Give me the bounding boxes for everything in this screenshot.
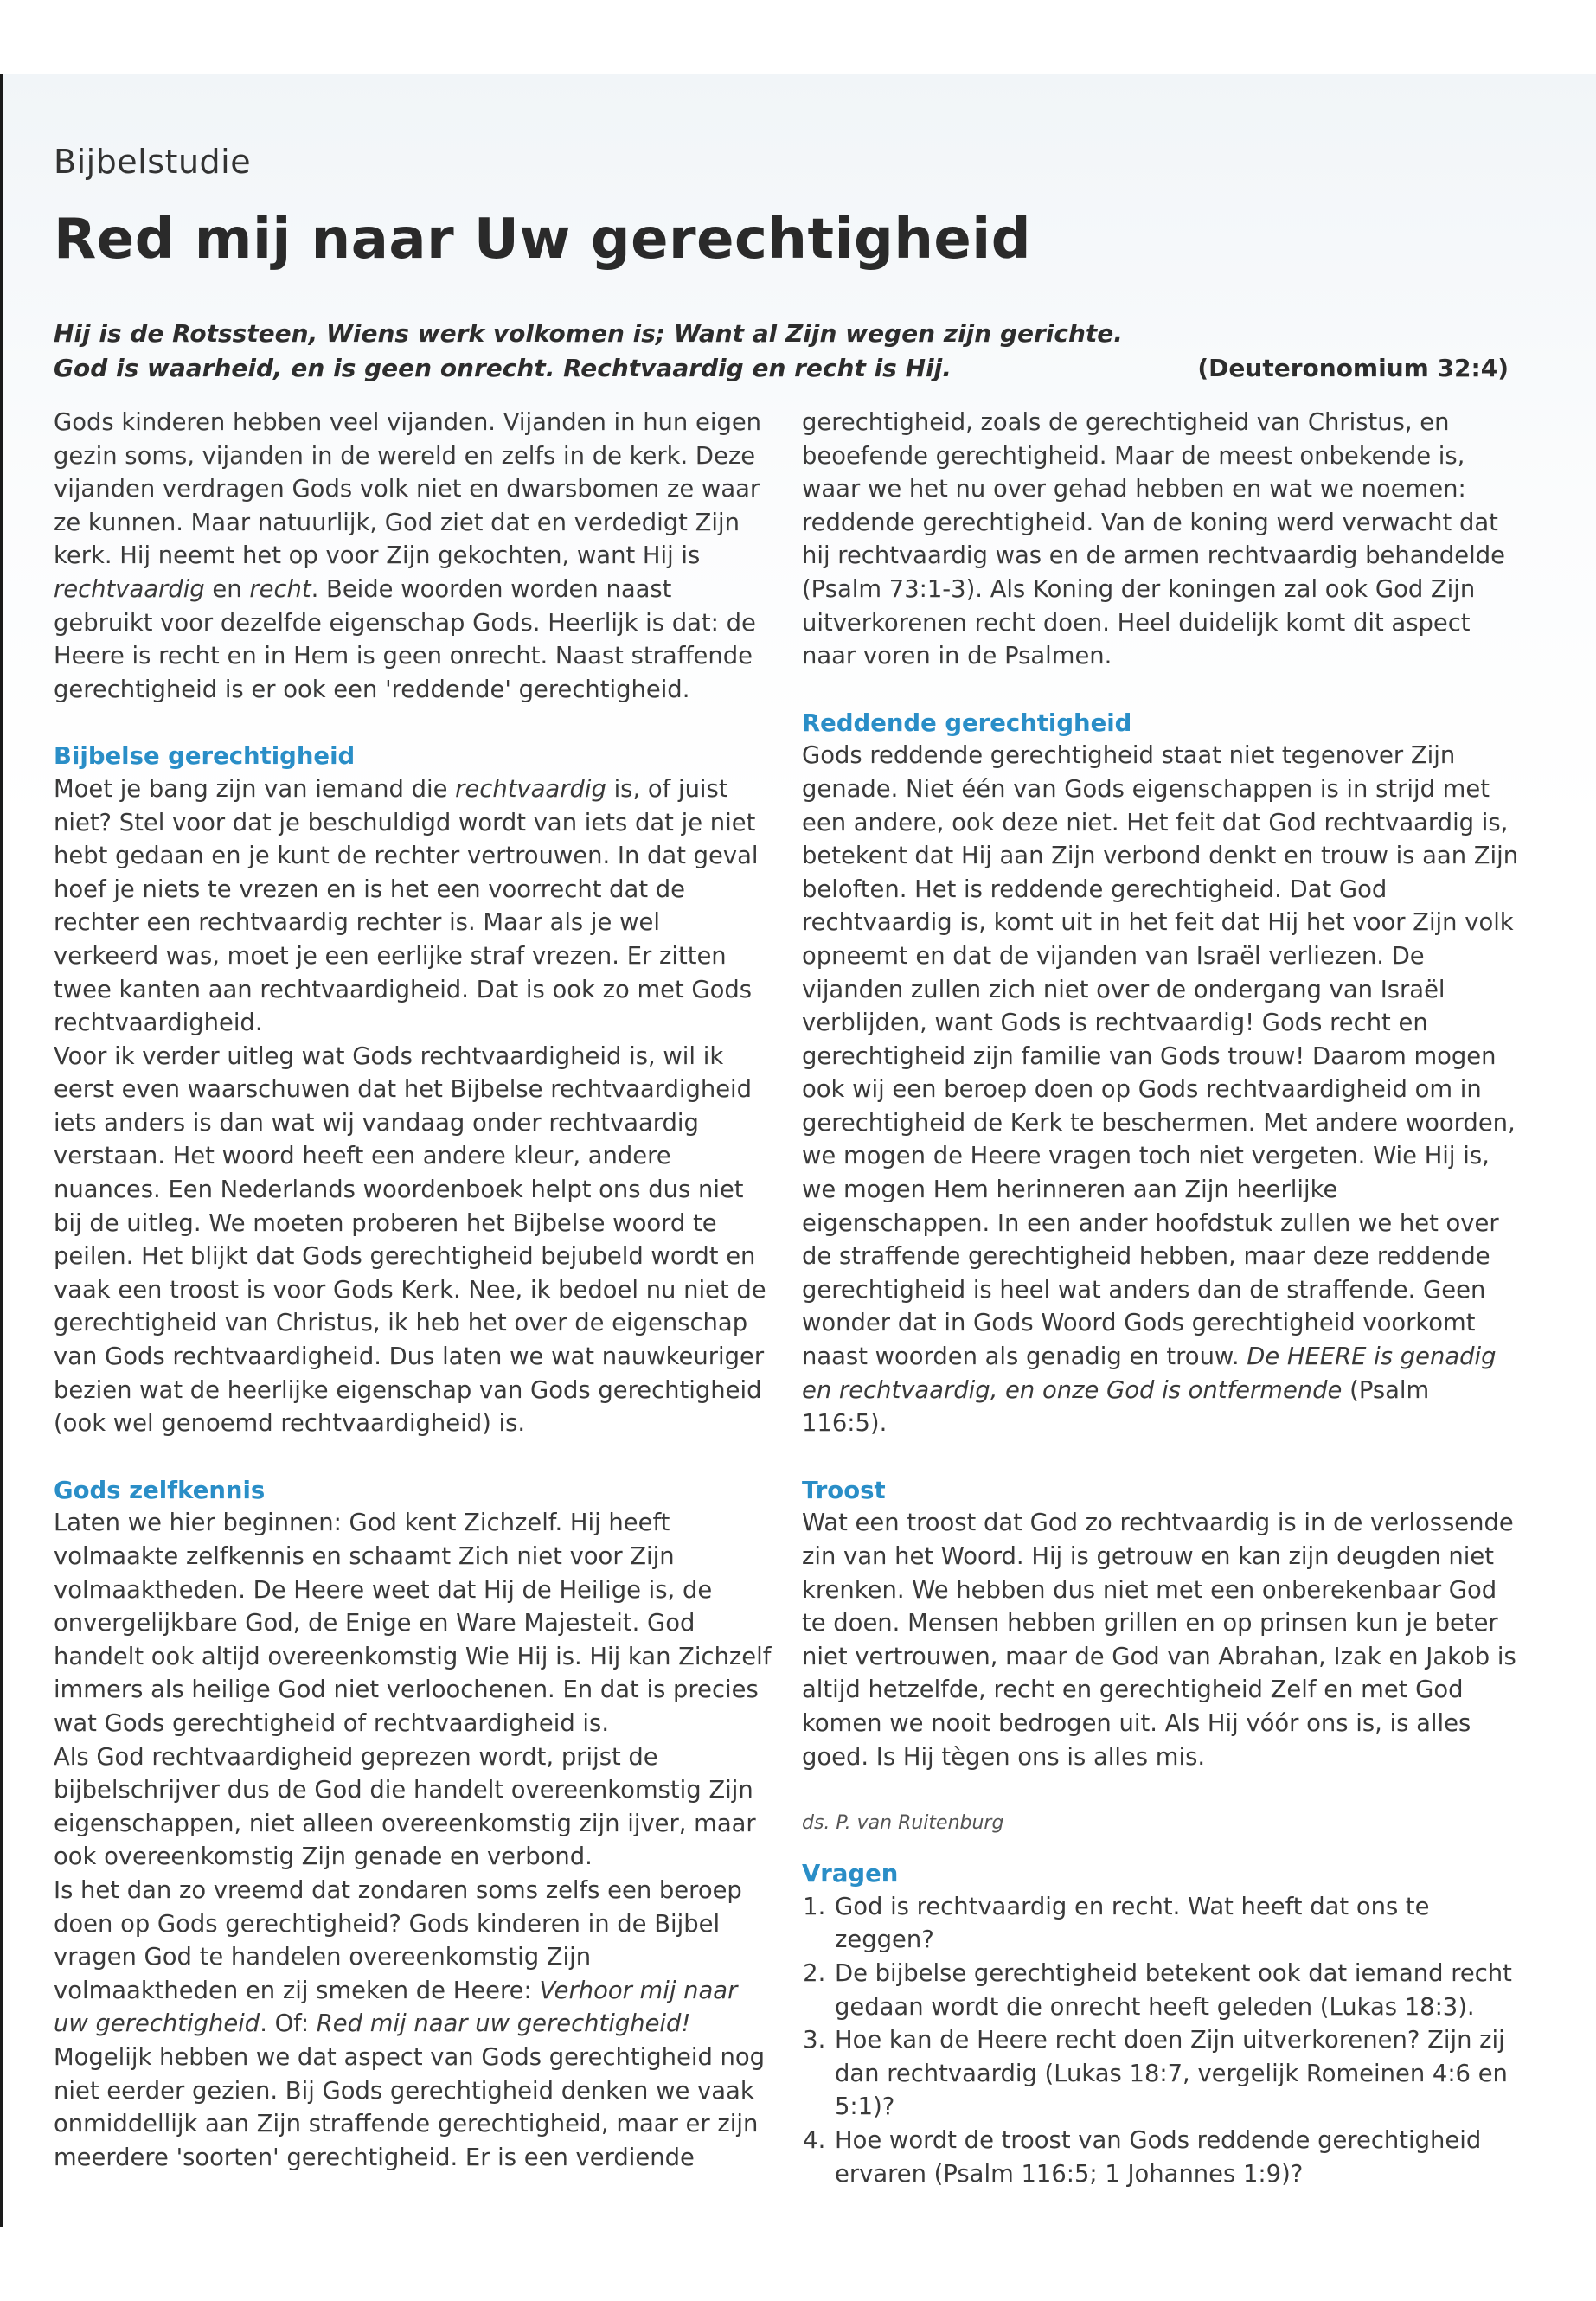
page-edge-rule (0, 74, 3, 2227)
author-signature: ds. P. van Ruitenburg (802, 1812, 1004, 1835)
paragraph: Als God rechtvaardigheid geprezen wordt, prijst de bijbelschrijver dus de God die handelt overeenkomstig Zijn eigenschappen, niet alleen overeenkomstig zijn ijver, maar ook overeenkomstig Zijn genade en verbond. (54, 1743, 756, 1871)
section-label: Bijbelstudie (54, 143, 252, 181)
paragraph: Voor ik verder uitleg wat Gods rechtvaardigheid is, wil ik eerst even waarschuwen dat het Bijbelse rechtvaardigheid iets anders is dan wat wij vandaag onder rechtvaardig verstaan. Het woord heeft een andere kleur, andere nuances. Een Nederlands woordenboek helpt ons dus niet bij de uitleg. We moeten proberen het Bijbelse woord te peilen. Het blijkt dat Gods gerechtigheid bejubeld wordt en vaak een troost is voor Gods Kerk. Nee, ik bedoel nu niet de gerechtigheid van Christus, ik heb het over de eigenschap van Gods rechtvaardigheid. Dus laten we wat nauwkeuriger bezien wat de heerlijke eigenschap van Gods gerechtigheid (ook wel genoemd rechtvaardigheid) is. (54, 1042, 766, 1438)
intro-line-1: Hij is de Rotssteen, Wiens werk volkomen is; Want al Zijn wegen zijn gerichte. (54, 319, 1123, 348)
right-column (802, 407, 1520, 2191)
intro-reference: (Deuteronomium 32:4) (1197, 354, 1509, 382)
paragraph: Is het dan zo vreemd dat zondaren soms zelfs een beroep doen op Gods gerechtigheid? Gods kinderen in de Bijbel vragen God te handelen overeenkomstig Zijn volmaaktheden en zij smeken de Heere: Verhoor mij naar uw gerechtigheid. Of: Red mij naar uw gerechtigheid! Mogelijk hebben we dat aspect van Gods gerechtigheid nog niet eerder gezien. Bij Gods gerechtigheid denken we vaak onmiddellijk aan Zijn straffende gerechtigheid, maar er zijn meerdere 'soorten' gerechtigheid. Er is een verdiende (54, 1876, 766, 2171)
paragraph: Wat een troost dat God zo rechtvaardig is in de verlossende zin van het Woord. Hij is getrouw en kan zijn deugden niet krenken. We hebben dus niet met een onberekenbaar God te doen. Mensen hebben grillen en op prinsen kun je beter niet vertrouwen, maar de God van Abrahan, Izak en Jakob is altijd hetzelfde, recht en gerechtigheid Zelf en met God komen we nooit bedrogen uit. Als Hij vóór ons is, is alles goed. Is Hij tègen ons is alles mis. (802, 1509, 1516, 1771)
questions-list (802, 1891, 1520, 2191)
subheading-vragen: Vragen (802, 1860, 899, 1888)
paragraph: Gods kinderen hebben veel vijanden. Vijanden in hun eigen gezin soms, vijanden in de wereld en zelfs in de kerk. Deze vijanden verdragen Gods volk niet en dwarsbomen ze waar ze kunnen. Maar natuurlijk, God ziet dat en verdedigt Zijn kerk. Hij neemt het op voor Zijn gekochten, want Hij is rechtvaardig en recht. Beide woorden worden naast gebruikt voor dezelfde eigenschap Gods. Heerlijk is dat: de Heere is recht en in Hem is geen onrecht. Naast straffende gerechtigheid is er ook een 'reddende' gerechtigheid. (54, 409, 762, 703)
subheading-troost: Troost (802, 1476, 886, 1504)
article-title: Red mij naar Uw gerechtigheid (54, 208, 1032, 272)
subheading-gods-zelfkennis: Gods zelfkennis (54, 1476, 266, 1504)
subheading-bijbelse-gerechtigheid: Bijbelse gerechtigheid (54, 742, 356, 771)
paragraph: Laten we hier beginnen: God kent Zichzelf. Hij heeft volmaakte zelfkennis en schaamt Zich niet voor Zijn volmaaktheden. De Heere weet dat Hij de Heilige is, de onvergelijkbare God, de Enige en Ware Majesteit. God handelt ook altijd overeenkomstig Wie Hij is. Hij kan Zichzelf immers als heilige God niet verloochenen. En dat is precies wat Gods gerechtigheid of rechtvaardigheid is. (54, 1509, 772, 1737)
subheading-reddende-gerechtigheid: Reddende gerechtigheid (802, 708, 1132, 737)
left-column (54, 407, 772, 2175)
intro-quote (54, 317, 1509, 386)
question-item: 1. God is rechtvaardig en recht. Wat heeft dat ons te zeggen? (833, 1891, 1520, 1958)
paragraph: Moet je bang zijn van iemand die rechtvaardig is, of juist niet? Stel voor dat je beschuldigd wordt van iets dat je niet hebt gedaan en je kunt de rechter vertrouwen. In dat geval hoef je niets te vrezen en is het een voorrecht dat de rechter een rechtvaardig rechter is. Maar als je wel verkeerd was, moet je een eerlijke straf vrezen. Er zitten twee kanten aan rechtvaardigheid. Dat is ook zo met Gods rechtvaardigheid. (54, 775, 759, 1037)
paragraph: Gods reddende gerechtigheid staat niet tegenover Zijn genade. Niet één van Gods eigenschappen is in strijd met een andere, ook deze niet. Het feit dat God rechtvaardig is, betekent dat Hij aan Zijn verbond denkt en trouw is aan Zijn beloften. Het is reddende gerechtigheid. Dat God rechtvaardig is, komt uit in het feit dat Hij het voor Zijn volk opneemt en dat de vijanden van Israël verliezen. De vijanden zullen zich niet over de ondergang van Israël verblijden, want Gods is rechtvaardig! Gods recht en gerechtigheid zijn familie van Gods trouw! Daarom mogen ook wij een beroep doen op Gods rechtvaardigheid om in gerechtigheid de Kerk te beschermen. Met andere woorden, we mogen de Heere vragen toch niet vergeten. Wie Hij is, we mogen Hem herinneren aan Zijn heerlijke eigenschappen. In een ander hoofdstuk zullen we het over de straffende gerechtigheid hebben, maar deze reddende gerechtigheid is heel wat anders dan de straffende. Geen wonder dat in Gods Woord Gods gerechtigheid voorkomt naast woorden als genadig en trouw. De HEERE is genadig en rechtvaardig, en onze God is ontfermende (Psalm 116:5). (802, 742, 1519, 1438)
question-item: 3. Hoe kan de Heere recht doen Zijn uitverkorenen? Zijn zij dan rechtvaardig (Lukas 18:7, vergelijk Romeinen 4:6 en 5:1)? (833, 2024, 1520, 2125)
question-item: 4. Hoe wordt de troost van Gods reddende gerechtigheid ervaren (Psalm 116:5; 1 Johannes 1:9)? (833, 2125, 1520, 2191)
paragraph: gerechtigheid, zoals de gerechtigheid van Christus, en beoefende gerechtigheid. Maar de meest onbekende is, waar we het nu over gehad hebben en wat we noemen: reddende gerechtigheid. Van de koning werd verwacht dat hij rechtvaardig was en de armen rechtvaardig behandelde (Psalm 73:1-3). Als Koning der koningen zal ook God Zijn uitverkorenen recht doen. Heel duidelijk komt dit aspect naar voren in de Psalmen. (802, 409, 1505, 670)
intro-line-2: God is waarheid, en is geen onrecht. Rechtvaardig en recht is Hij. (54, 354, 952, 382)
question-item: 2. De bijbelse gerechtigheid betekent ook dat iemand recht gedaan wordt die onrecht heeft geleden (Lukas 18:3). (833, 1958, 1520, 2024)
